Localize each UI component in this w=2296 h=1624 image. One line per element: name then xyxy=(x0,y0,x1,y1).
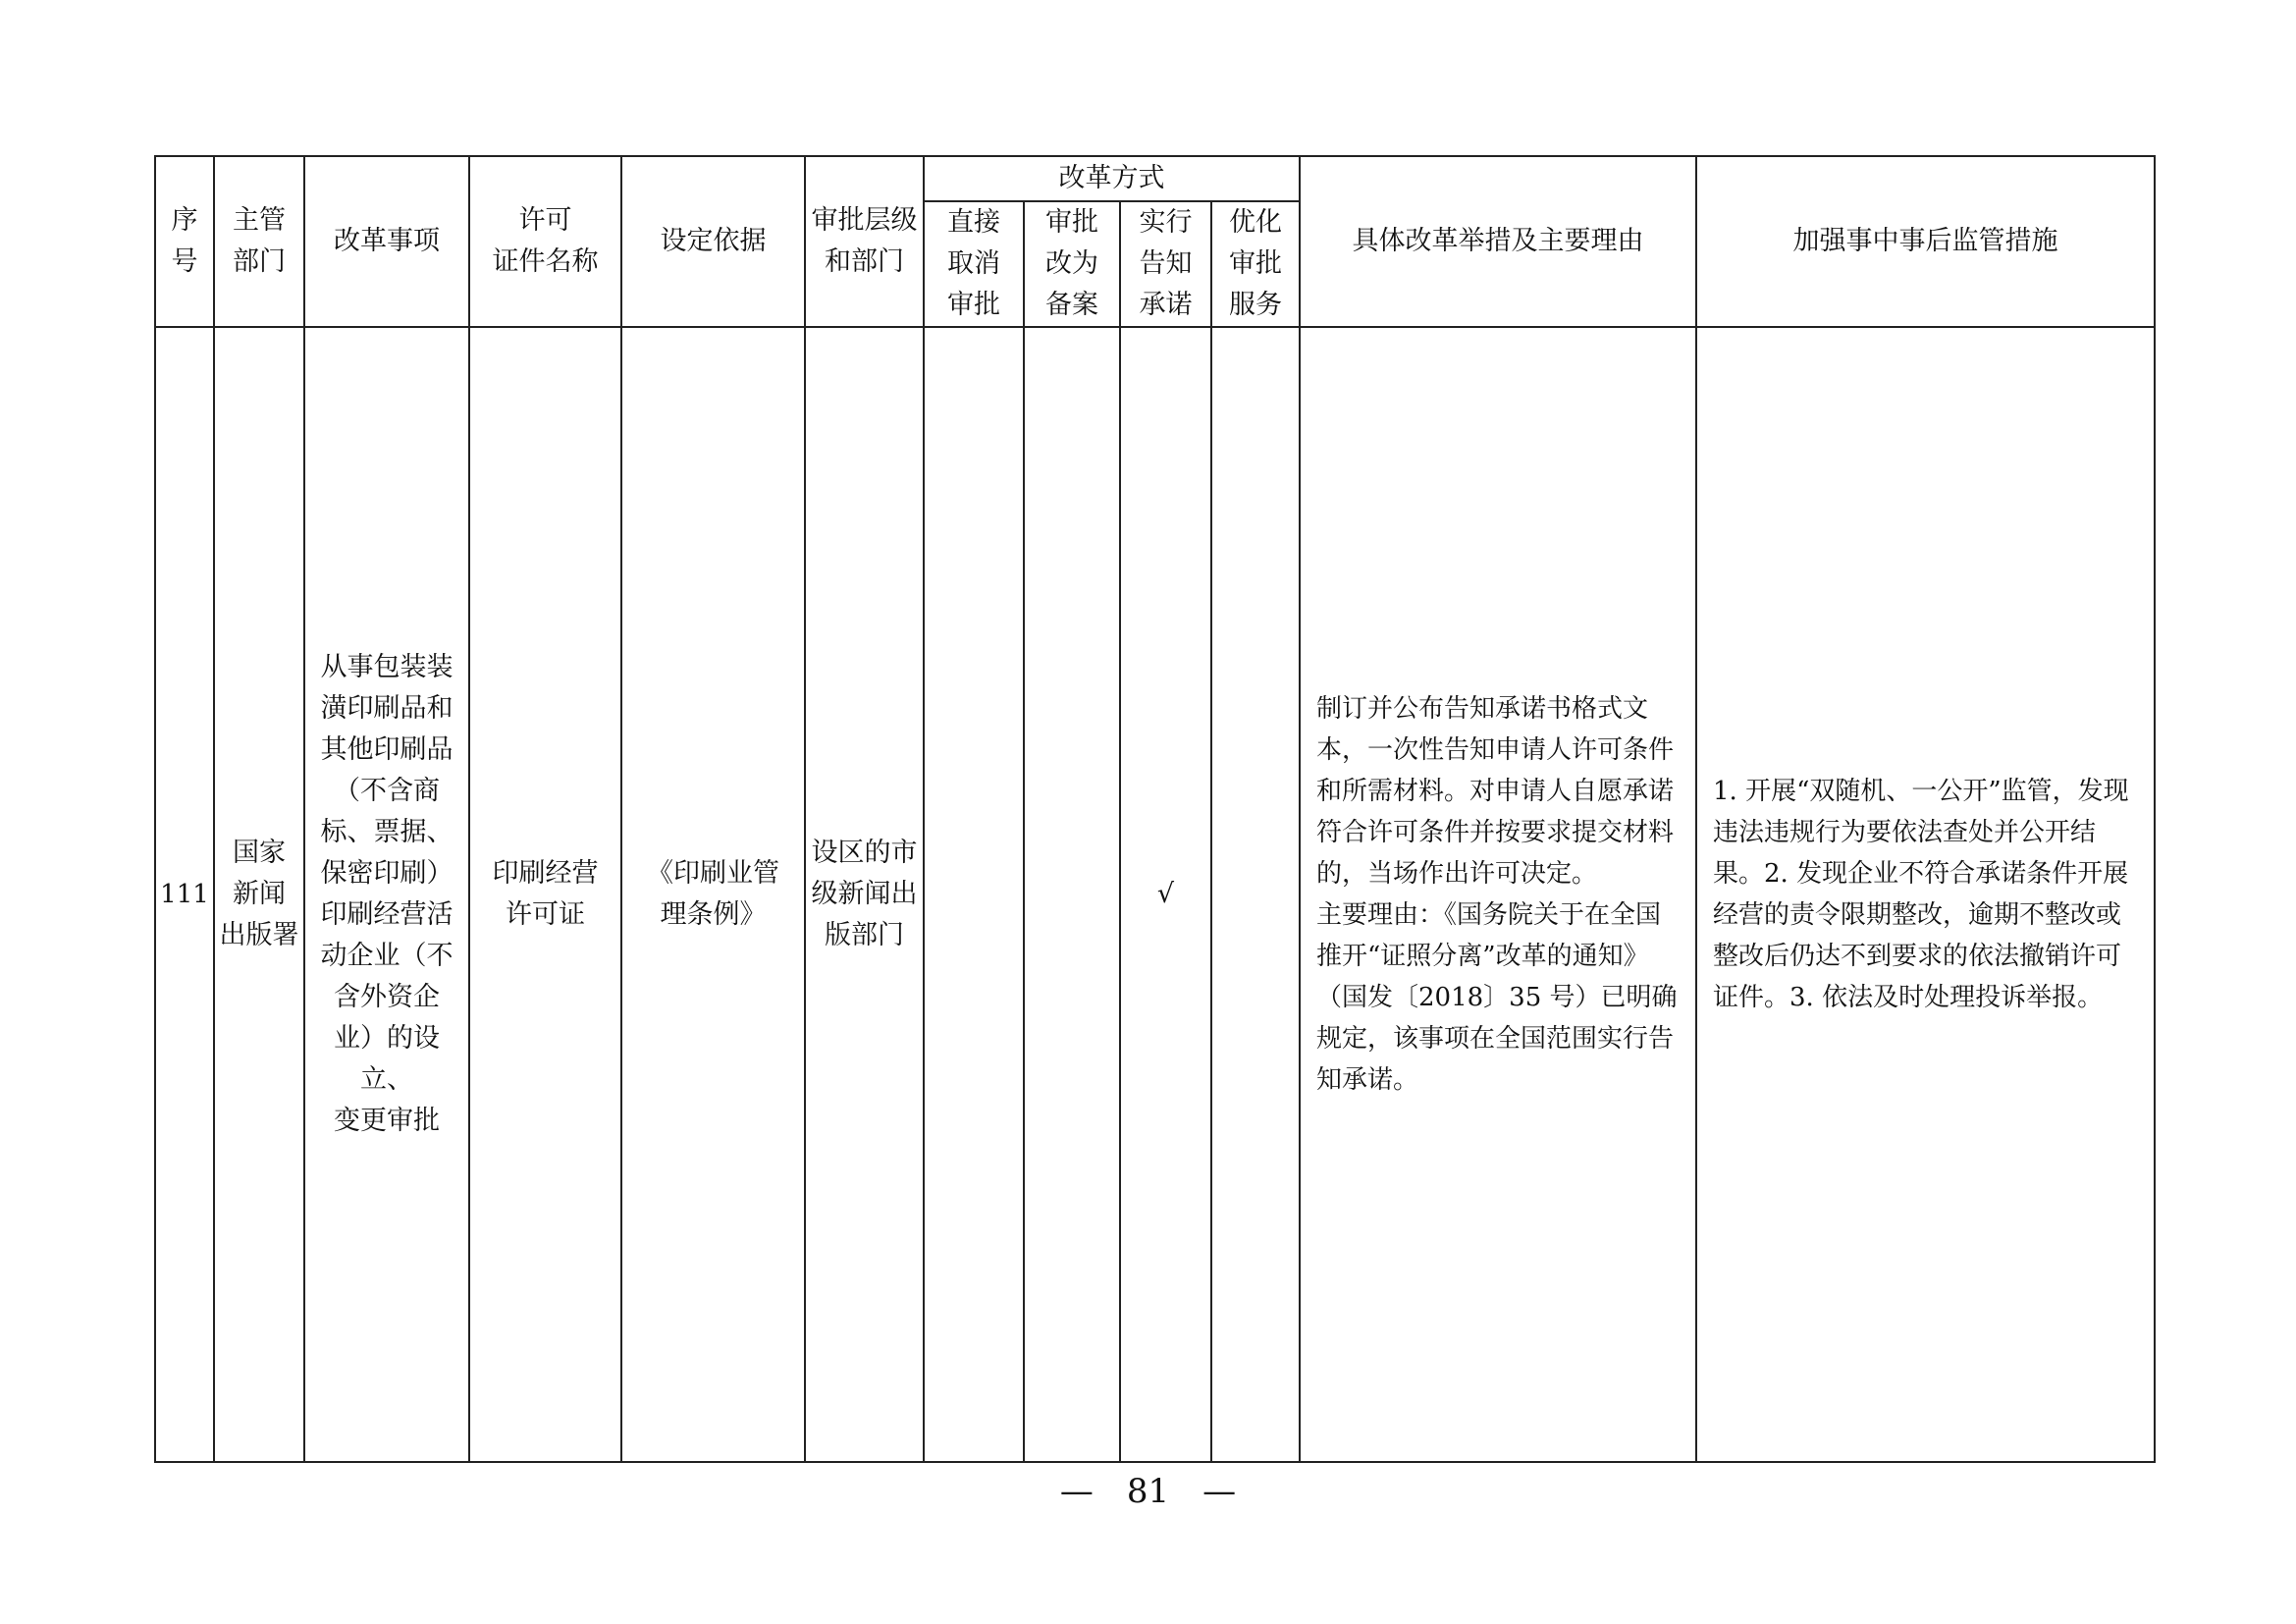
header-mode-cancel xyxy=(924,201,1024,327)
header-dept xyxy=(214,156,304,327)
header-mode-filing xyxy=(1024,201,1120,327)
header-reform-group xyxy=(924,156,1300,201)
cell-level xyxy=(805,327,924,1462)
cell-item xyxy=(304,327,469,1462)
header-license-label: 许可 证件名称 xyxy=(492,205,599,277)
header-reform-group-label: 改革方式 xyxy=(1058,163,1165,193)
cell-basis xyxy=(621,327,805,1462)
row-measures: 制订并公布告知承诺书格式文本，一次性告知申请人许可条件和所需材料。对申请人自愿承诺符合许可条件并按要求提交材料的，当场作出许可决定。 主要理由：《国务院关于在全国推开“证照分离”改革的通知》（国发〔2018〕35 号）已明确规定，该事项在全国范围实行告知承诺。 xyxy=(1316,694,1678,1095)
header-row-top xyxy=(155,156,2155,201)
header-basis-label: 设定依据 xyxy=(660,226,767,256)
header-basis xyxy=(621,156,805,327)
row-dept: 国家 新闻 出版署 xyxy=(219,838,299,950)
header-mode-optimize-label: 优化 审批 服务 xyxy=(1229,207,1282,320)
header-seq-label: 序 号 xyxy=(171,205,198,277)
header-license xyxy=(469,156,621,327)
header-measures-label: 具体改革举措及主要理由 xyxy=(1352,226,1644,256)
header-mode-optimize xyxy=(1211,201,1300,327)
header-mode-notify xyxy=(1120,201,1211,327)
cell-license xyxy=(469,327,621,1462)
cell-supervision xyxy=(1696,327,2155,1462)
reform-table-sheet xyxy=(154,155,2154,1463)
header-mode-notify-label: 实行 告知 承诺 xyxy=(1139,207,1193,320)
header-item xyxy=(304,156,469,327)
header-supervision xyxy=(1696,156,2155,327)
header-item-label: 改革事项 xyxy=(334,226,440,256)
header-level-label: 审批层级 和部门 xyxy=(811,205,918,277)
row-level: 设区的市 级新闻出 版部门 xyxy=(811,838,918,950)
row-supervision: 1. 开展“双随机、一公开”监管，发现违法违规行为要依法查处并公开结果。2. 发现企业不符合承诺条件开展经营的责令限期整改，逾期不整改或整改后仍达不到要求的依法撤销许可证件。3. 依法及时处理投诉举报。 xyxy=(1713,777,2129,1012)
header-mode-filing-label: 审批 改为 备案 xyxy=(1045,207,1098,320)
row-seq: 111 xyxy=(160,880,209,909)
cell-mode-optimize xyxy=(1211,327,1300,1462)
checkmark-icon: √ xyxy=(1156,879,1175,909)
header-seq xyxy=(155,156,214,327)
table-row xyxy=(155,327,2155,1462)
header-dept-label: 主管 部门 xyxy=(233,205,286,277)
header-level xyxy=(805,156,924,327)
row-license: 印刷经营 许可证 xyxy=(492,858,599,930)
cell-dept xyxy=(214,327,304,1462)
page-number: — 81 — xyxy=(1059,1472,1237,1511)
reform-table xyxy=(154,155,2156,1463)
header-supervision-label: 加强事中事后监管措施 xyxy=(1792,226,2058,256)
row-item: 从事包装装 潢印刷品和 其他印刷品 （不含商 标、票据、 保密印刷） 印刷经营活 动企业（不 含外资企 业）的设立、 变更审批 xyxy=(320,652,454,1136)
header-mode-cancel-label: 直接 取消 审批 xyxy=(947,207,1000,320)
cell-mode-cancel xyxy=(924,327,1024,1462)
header-measures xyxy=(1300,156,1696,327)
cell-measures xyxy=(1300,327,1696,1462)
cell-mode-notify xyxy=(1120,327,1211,1462)
cell-mode-filing xyxy=(1024,327,1120,1462)
cell-seq xyxy=(155,327,214,1462)
row-basis: 《印刷业管 理条例》 xyxy=(647,858,779,930)
